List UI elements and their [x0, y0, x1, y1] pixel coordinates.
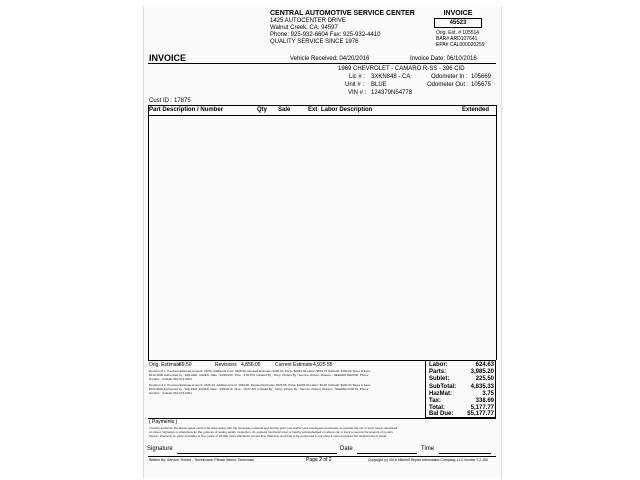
copyright: Copyright (c) 2016 Mitchell Repair Information Company, LLC invoice 7.2.150: [368, 458, 488, 462]
invoice-page: [143, 6, 502, 478]
license-label: Lic # :: [349, 74, 366, 80]
revisions-value: 4,856.05: [241, 362, 261, 368]
column-part-description: Part Description / Number: [149, 107, 224, 113]
epa-number: EPA# CAL000020259: [436, 42, 485, 48]
time-label: Time: [421, 446, 435, 452]
original-estimate-label: Orig. Estimate: [149, 362, 181, 368]
payments-label: ( Payments ): [149, 419, 178, 425]
signature-label: Signature: [147, 446, 173, 452]
revision-note: Revision # 2, Previous Estimate Amount: 3425.40, Additional Cost: 1499.96, Revised Estimate: 4925.55, Parts: $1296.00 Labor: $0.00 Subtotal: $100.00 Taxes & Fees: [149, 383, 371, 387]
balance-due-value: $5,177.77: [467, 411, 494, 417]
vehicle-description: 1969 CHEVROLET - CAMARO R-SS - 396 CID: [338, 66, 465, 72]
unit-value: BLUE: [371, 82, 387, 88]
unit-label: Unit # :: [345, 82, 365, 88]
current-estimate-label: Current Estimate: [275, 362, 313, 368]
total-value: 5,177.77: [470, 405, 494, 411]
tax-label: Tax:: [429, 398, 441, 404]
hazmat-value: 3.75: [482, 391, 494, 397]
hazmat-label: HazMat:: [429, 391, 453, 397]
page-number: Page 2 of 2: [306, 457, 332, 463]
labor-total-value: 624.63: [475, 362, 494, 368]
balance-due-label: Bal Due:: [429, 411, 454, 417]
revision-note: Number : Cellular 910-073-5201: [149, 377, 192, 381]
parts-total-value: 3,985.20: [470, 369, 494, 375]
current-estimate-value: 4,925.55: [313, 362, 333, 368]
tax-value: 338.69: [475, 398, 494, 404]
totals-box: [425, 360, 496, 418]
parts-total-label: Parts:: [429, 369, 447, 375]
disclaimer-line: on street, highways or elsewhere for the purpose of testing and/or inspection. An express mechanic's lien is hereby acknowledged on above car or truck to secure the amount of repairs: [149, 430, 393, 434]
bar-number: BAR# ARD107641: [436, 36, 478, 42]
odometer-out-value: 105675: [471, 82, 492, 88]
company-phone: Phone: 925-932-6604 Fax: 925-932-4410: [270, 32, 381, 38]
total-label: Total:: [429, 405, 445, 411]
odometer-out-label: Odometer Out :: [427, 82, 469, 88]
odometer-in-label: Odometer In :: [431, 74, 468, 80]
written-by: Written By: Service, Robert - Technicians: Please Select, Technician: [149, 458, 255, 462]
subtotal-value: 4,835.33: [470, 384, 494, 390]
company-slogan: QUALITY SERVICE SINCE 1976: [270, 39, 359, 45]
invoice-number-box: [426, 10, 490, 48]
company-address: 1425 AUTOCENTER DRIVE: [270, 18, 346, 24]
vin-label: VIN # :: [348, 90, 367, 96]
vin-value: 124379N54778: [371, 90, 413, 96]
revision-note: Revision # 1, Previous Estimate Amount: 69.50, Additional Cost: 3306.09, Revised Estimate: 3425.40, Parts: $2453.00 Labor: $561.75 Subtotal: $100.00 Taxes & Fees: [149, 369, 371, 373]
customer-id: Cust ID : 17875: [149, 98, 191, 104]
column-sale: Sale: [278, 107, 291, 113]
company-city: Walnut Creek, CA. 94597: [270, 25, 338, 31]
revision-note: $113.9600 Authorized by : WALKER, JAMES, Date : 4/29/2016, Time : 10:07 AM, Initiated By : Shop, Written By : Service, Robert, Reason : NEEDED PARTS, Phone: [149, 387, 369, 391]
date-label: Date: [340, 446, 353, 452]
invoice-heading: INVOICE: [443, 10, 473, 17]
disclaimer-line: thereto. Warranty on parts and labor is Two years or 24,000 miles whichever comes first. Warranty work has to be performed in our shop & cannot exceed the original cost of repair.: [149, 434, 388, 438]
sublet-total-value: 225.50: [475, 376, 494, 382]
disclaimer-line: I hereby authorize the above repair work to be done along with the necessary material and hereby grant you and/or your employees permission to operate the car or truck herein described: [149, 426, 398, 430]
license-value: 3XKN848 - CA: [371, 74, 411, 80]
original-estimate-value: 69.50: [179, 362, 192, 368]
odometer-in-value: 105669: [471, 74, 492, 80]
column-ext: Ext: [308, 107, 318, 113]
original-estimate-number: Orig. Est. # 105514: [436, 30, 480, 36]
company-name: CENTRAL AUTOMOTIVE SERVICE CENTER: [270, 10, 415, 17]
revision-note: $212.1800 Authorized by : WALKER, JAMES, Date : 4/29/2016, Time : 2:00 PM, Initiated By : Shop, Written By : Service, Robert, Reason : NEEDED REPAIR, Phone: [149, 373, 369, 377]
subtotal-label: SubTotal:: [429, 384, 457, 390]
revision-note: Number : Cellular 910-073-5201: [149, 391, 192, 395]
column-qty: Qty: [257, 107, 268, 113]
invoice-date: Invoice Date: 06/10/2016: [410, 56, 477, 62]
invoice-number: 45523: [449, 20, 467, 26]
vehicle-received-date: Vehicle Received: 04/20/2016: [290, 56, 370, 62]
document-title: INVOICE: [149, 53, 187, 63]
column-extended: Extended: [462, 107, 490, 113]
revisions-label: Revisions: [215, 362, 237, 368]
sublet-total-label: Sublet:: [429, 376, 450, 382]
labor-total-label: Labor:: [429, 362, 448, 368]
column-labor-description: Labor Description: [321, 107, 373, 113]
